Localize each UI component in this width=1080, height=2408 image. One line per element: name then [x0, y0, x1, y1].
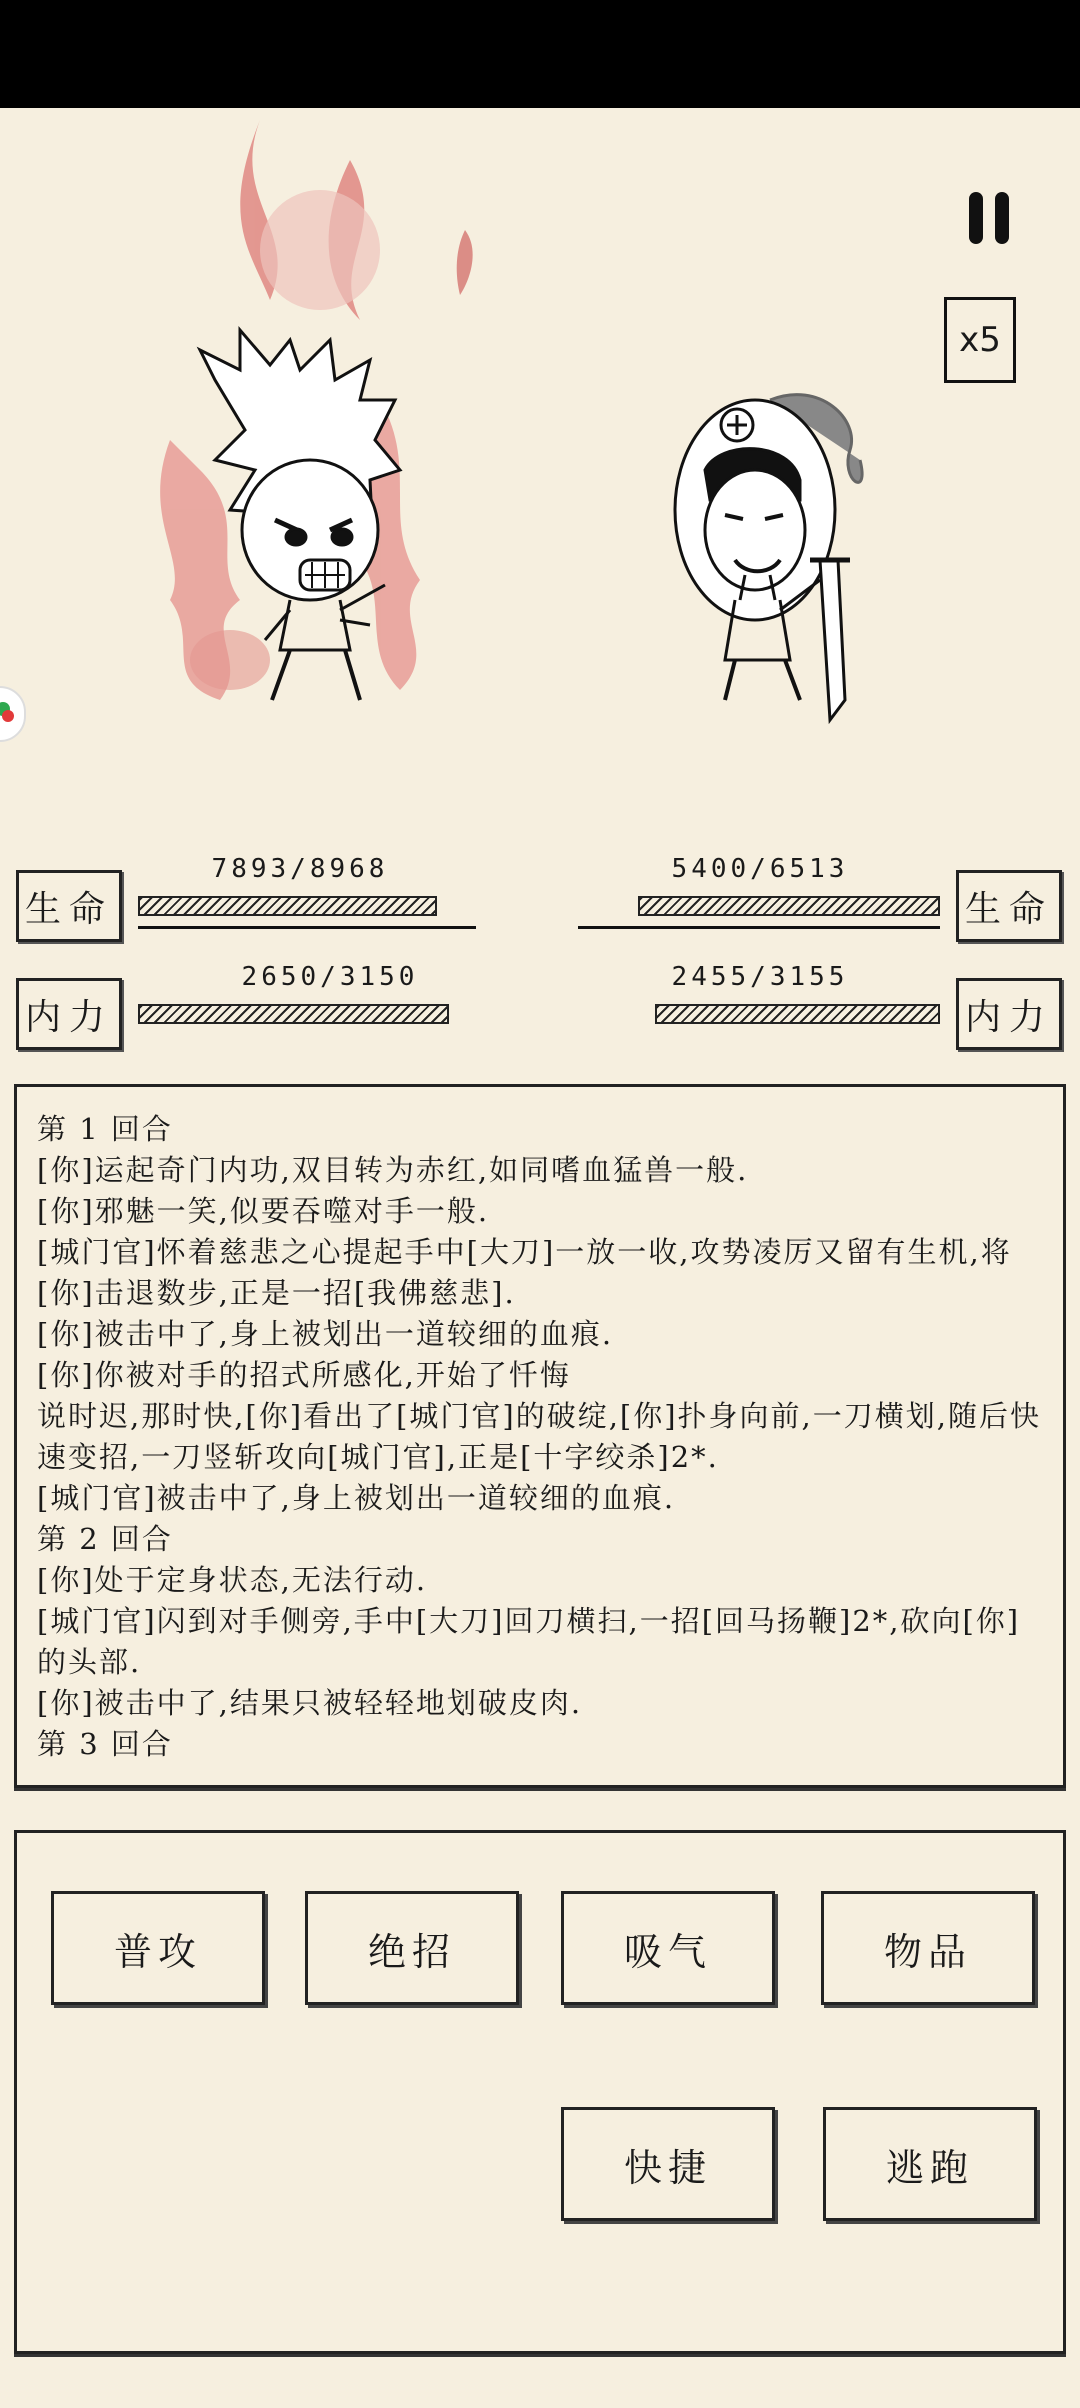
ultimate-button[interactable]: 绝招 — [305, 1891, 519, 2005]
player-hp-bar-track — [138, 926, 476, 929]
player-mp-text: 2650/3150 — [241, 962, 419, 992]
log-line: [城门官]怀着慈悲之心提起手中[大刀]一放一收,攻势凌厉又留有生机,将[你]击退数步,正是一招[我佛慈悲]. — [37, 1235, 1012, 1310]
enemy-hp-text: 5400/6513 — [671, 854, 849, 884]
enemy-mp-label: 内力 — [956, 978, 1062, 1050]
battle-stage — [0, 108, 1080, 848]
log-line: [城门官]被击中了,身上被划出一道较细的血痕. — [37, 1481, 676, 1515]
quick-button[interactable]: 快捷 — [561, 2107, 775, 2221]
speed-button[interactable]: x5 — [944, 297, 1016, 383]
log-line: 第 1 回合 — [37, 1112, 173, 1146]
pause-icon — [969, 192, 983, 244]
log-line: [你]运起奇门内功,双目转为赤红,如同嗜血猛兽一般. — [37, 1153, 749, 1187]
items-button[interactable]: 物品 — [821, 1891, 1035, 2005]
player-hp-text: 7893/8968 — [211, 854, 389, 884]
enemy-hp-bar-track — [578, 926, 940, 929]
enemy-hp-label: 生命 — [956, 870, 1062, 942]
enemy-mp-bar — [655, 1004, 940, 1024]
status-bar — [0, 0, 1080, 108]
flee-button[interactable]: 逃跑 — [823, 2107, 1037, 2221]
log-line: [你]邪魅一笑,似要吞噬对手一般. — [37, 1194, 490, 1228]
pause-icon-bar — [995, 192, 1009, 244]
player-mp-bar — [138, 1004, 449, 1024]
battle-scene — [0, 108, 1080, 848]
enemy-hp-bar — [638, 896, 940, 916]
log-line: 说时迟,那时快,[你]看出了[城门官]的破绽,[你]扑身向前,一刀横划,随后快速变招,一刀竖斩攻向[城门官],正是[十字绞杀]2*. — [37, 1399, 1041, 1474]
battle-log — [14, 1084, 1066, 1788]
assistant-icon-dot — [2, 710, 14, 722]
player-hp-bar — [138, 896, 437, 916]
log-line: [城门官]闪到对手侧旁,手中[大刀]回刀横扫,一招[回马扬鞭]2*,砍向[你]的头部. — [37, 1604, 1021, 1679]
log-line: 第 2 回合 — [37, 1522, 173, 1556]
enemy-character — [675, 395, 862, 720]
pause-button[interactable] — [965, 192, 1015, 248]
log-line: [你]处于定身状态,无法行动. — [37, 1563, 428, 1597]
log-line: 第 3 回合 — [37, 1727, 173, 1761]
log-line: [你]被击中了,结果只被轻轻地划破皮肉. — [37, 1686, 583, 1720]
enemy-mp-text: 2455/3155 — [671, 962, 849, 992]
log-line: [你]你被对手的招式所感化,开始了忏悔 — [37, 1358, 571, 1392]
breathe-button[interactable]: 吸气 — [561, 1891, 775, 2005]
command-panel — [14, 1830, 1066, 2354]
log-line: [你]被击中了,身上被划出一道较细的血痕. — [37, 1317, 614, 1351]
player-hp-label: 生命 — [16, 870, 122, 942]
player-mp-label: 内力 — [16, 978, 122, 1050]
attack-button[interactable]: 普攻 — [51, 1891, 265, 2005]
